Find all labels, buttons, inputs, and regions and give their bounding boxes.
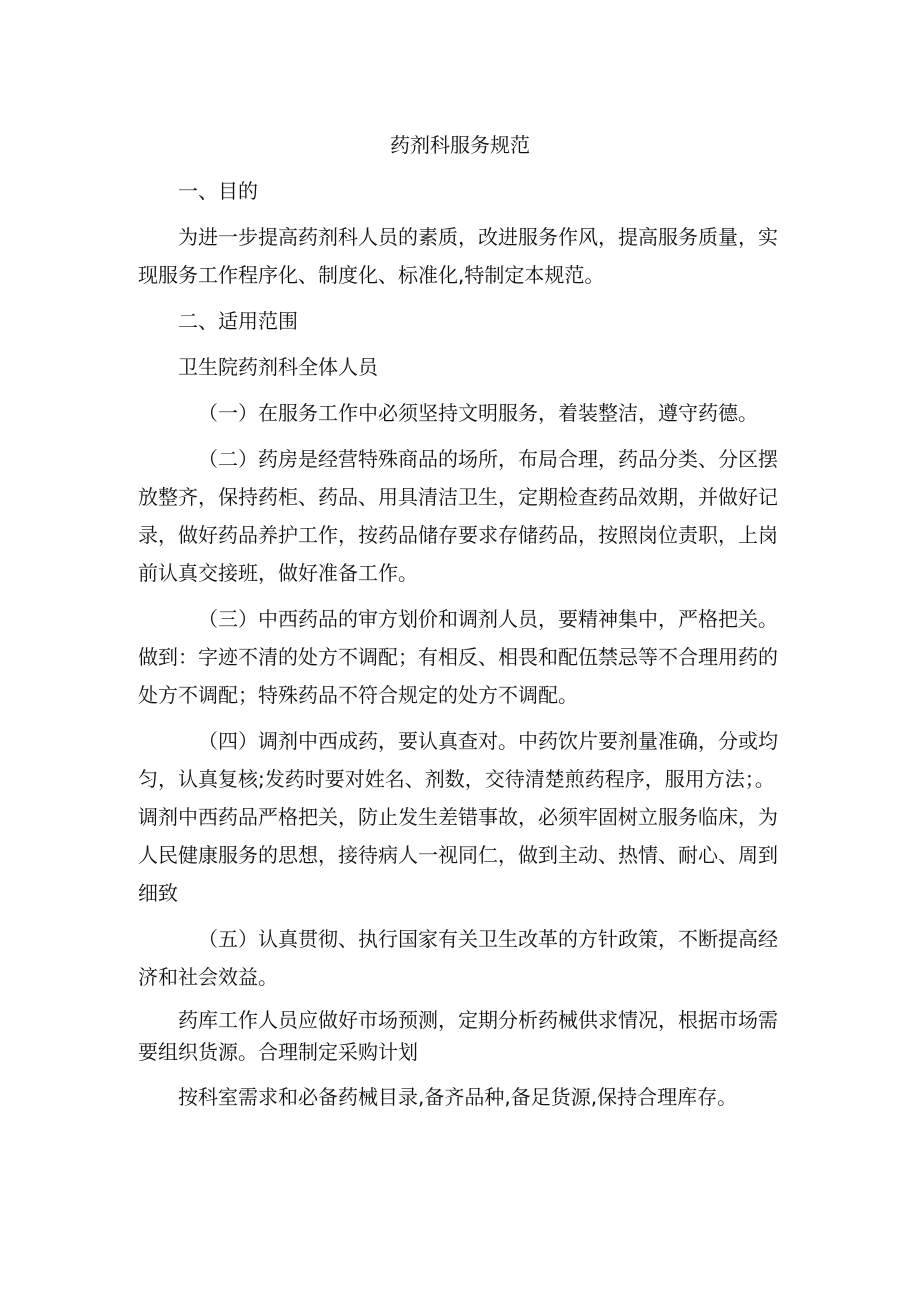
section-heading-scope: 二、适用范围 <box>178 309 298 333</box>
document-body <box>138 172 788 1124</box>
paragraph-scope: 卫生院药剂科全体人员 <box>178 355 378 379</box>
document-title: 药剂科服务规范 <box>390 133 530 157</box>
paragraph-warehouse: 药库工作人员应做好市场预测，定期分析药械供求情况，根据市场需要组织货源。合理制定采购计划 <box>138 1008 778 1064</box>
paragraph-stock: 按科室需求和必备药械目录,备齐品种,备足货源,保持合理库存。 <box>178 1085 738 1109</box>
clause-1: （一）在服务工作中必须坚持文明服务，着装整洁，遵守药德。 <box>198 401 758 425</box>
clause-5: （五）认真贯彻、执行国家有关卫生改革的方针政策，不断提高经济和社会效益。 <box>138 927 778 989</box>
clause-3: （三）中西药品的审方划价和调剂人员，要精神集中，严格把关。做到：字迹不清的处方不调配；有相反、相畏和配伍禁忌等不合理用药的处方不调配；特殊药品不符合规定的处方不调配。 <box>138 607 778 707</box>
clause-4: （四）调剂中西成药，要认真查对。中药饮片要剂量准确，分或均匀，认真复核;发药时要对姓名、剂数，交待清楚煎药程序，服用方法；。调剂中西药品严格把关，防止发生差错事故，必须牢固树立服务临床，为人民健康服务的思想，接待病人一视同仁，做到主动、热情、耐心、周到细致 <box>138 729 778 905</box>
clause-2: （二）药房是经营特殊商品的场所，布局合理，药品分类、分区摆放整齐，保持药柜、药品、用具清洁卫生，定期检查药品效期，并做好记录，做好药品养护工作，按药品储存要求存储药品，按照岗位责职，上岗前认真交接班，做好准备工作。 <box>138 447 778 585</box>
paragraph-purpose: 为进一步提高药剂科人员的素质，改进服务作风，提高服务质量，实现服务工作程序化、制度化、标准化,特制定本规范。 <box>138 225 778 287</box>
section-heading-purpose: 一、目的 <box>178 179 258 203</box>
